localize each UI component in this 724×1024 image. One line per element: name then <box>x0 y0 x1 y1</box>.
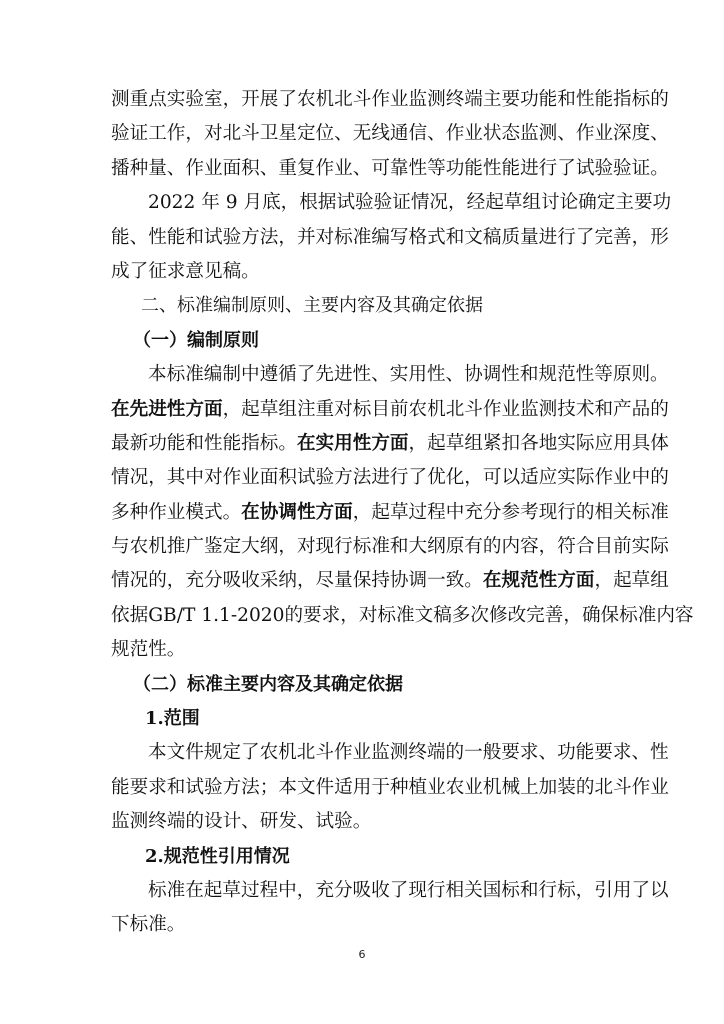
body-text-line: 监测终端的设计、研发、试验。 <box>111 811 372 833</box>
body-text-line: 本文件规定了农机北斗作业监测终端的一般要求、功能要求、性 <box>148 742 669 764</box>
emphasis-text: 在协调性方面 <box>241 501 353 523</box>
body-text-line: 本标准编制中遵循了先进性、实用性、协调性和规范性等原则。 <box>148 364 669 386</box>
body-text: ，起草过程中充分参考现行的相关标准 <box>352 501 669 523</box>
body-text-line: 规范性。 <box>111 639 186 661</box>
body-text: 多种作业模式。 <box>111 501 242 523</box>
body-text-line <box>111 427 669 461</box>
body-text-line <box>111 564 669 598</box>
body-text-line: 验证工作，对北斗卫星定位、无线通信、作业状态监测、作业深度、 <box>111 123 669 145</box>
body-text-line: 能要求和试验方法；本文件适用于种植业农业机械上加装的北斗作业 <box>111 776 669 798</box>
body-text-line: 2022 年 9 月底，根据试验验证情况，经起草组讨论确定主要功 <box>148 192 672 214</box>
body-text-line: 依据GB/T 1.1-2020的要求，对标准文稿多次修改完善，确保标准内容 <box>111 604 694 626</box>
subsection-heading: （一）编制原则 <box>133 329 259 351</box>
emphasis-text: 在实用性方面 <box>296 432 409 454</box>
body-text: 最新功能和性能指标。 <box>111 432 297 454</box>
body-text-line: 能、性能和试验方法，并对标准编写格式和文稿质量进行了完善，形 <box>111 226 669 248</box>
body-text-line: 成了征求意见稿。 <box>111 260 260 282</box>
body-text-line: 与农机推广鉴定大纲，对现行标准和大纲原有的内容，符合目前实际 <box>111 536 669 558</box>
body-text: ，起草组紧扣各地实际应用具体 <box>408 432 669 454</box>
body-text-line: 播种量、作业面积、重复作业、可靠性等功能性能进行了试验验证。 <box>111 157 669 179</box>
clause-heading-references: 2.规范性引用情况 <box>145 845 290 867</box>
section-heading: 二、标准编制原则、主要内容及其确定依据 <box>141 295 483 317</box>
body-text: ，起草组 <box>594 570 669 592</box>
body-text: 情况的，充分吸收采纳，尽量保持协调一致。 <box>111 570 483 592</box>
clause-heading-scope: 1.范围 <box>145 708 200 730</box>
body-text: ，起草组注重对标目前农机北斗作业监测技术和产品的 <box>222 398 669 420</box>
document-page <box>111 83 694 943</box>
body-text-line: 下标准。 <box>111 914 186 936</box>
body-text-line: 测重点实验室，开展了农机北斗作业监测终端主要功能和性能指标的 <box>111 89 669 110</box>
body-text-line: 标准在起草过程中，充分吸收了现行相关国标和行标，引用了以 <box>148 879 669 901</box>
page-number: 6 <box>358 948 366 961</box>
body-text-line <box>111 496 669 530</box>
body-text-line: 情况，其中对作业面积试验方法进行了优化，可以适应实际作业中的 <box>111 467 669 489</box>
subsection-heading: （二）标准主要内容及其确定依据 <box>133 673 403 695</box>
emphasis-text: 在规范性方面 <box>482 570 595 592</box>
emphasis-text: 在先进性方面 <box>111 398 223 420</box>
body-text-line <box>111 393 669 427</box>
